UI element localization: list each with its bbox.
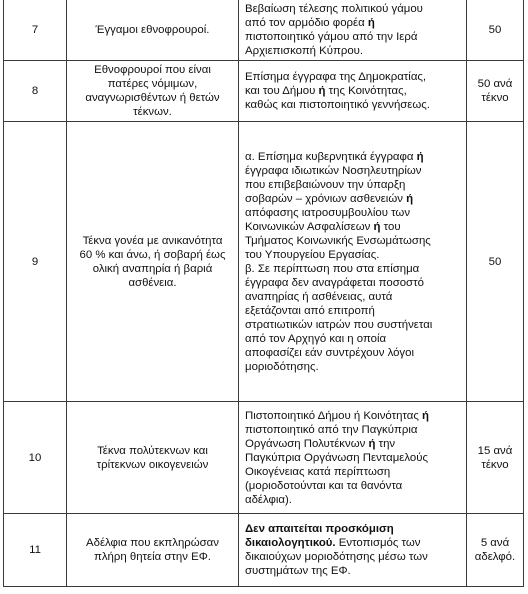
bold-text: ή — [422, 409, 429, 422]
document-line — [245, 360, 462, 374]
document-line — [245, 304, 462, 318]
text-segment: Οικογένειας κατά περίπτωση — [245, 465, 391, 478]
category-line: τέκνων. — [133, 106, 172, 118]
text-segment: απόφασης ιατροσυμβουλίου των — [245, 206, 411, 219]
points-line: 50 — [488, 24, 502, 36]
row-number: 9 — [4, 122, 67, 402]
text-segment: του — [380, 220, 401, 233]
table-body — [4, 0, 524, 587]
document-line — [245, 84, 462, 98]
document-line — [245, 451, 462, 465]
document-line — [245, 550, 462, 564]
table-row — [4, 402, 524, 514]
text-segment: αναπηρίας ή ασθένειας, αυτά — [245, 290, 393, 303]
document-line — [245, 262, 462, 276]
text-segment: α. Επίσημα κυβερνητικά έγγραφα — [245, 150, 417, 163]
table-row — [4, 514, 524, 587]
text-segment: αποφασίζει εάν συντρέχουν λόγοι — [245, 346, 414, 359]
document-line — [245, 479, 462, 493]
text-segment: μοριοδότησης. — [245, 360, 319, 373]
text-segment: συστημάτων της ΕΦ. — [245, 565, 351, 577]
points-line: 15 ανά — [477, 444, 513, 457]
category-cell — [67, 0, 239, 61]
row-number: 8 — [4, 61, 67, 122]
required-documents-cell — [239, 122, 467, 402]
text-segment: του Υπουργείου Εργασίας. — [245, 248, 380, 261]
points-line: 50 ανά — [477, 78, 513, 90]
document-line — [245, 346, 462, 360]
text-segment: Τμήματος Κοινωνικής Ενσωμάτωσης — [245, 234, 431, 247]
document-line — [245, 30, 462, 44]
document-line — [245, 234, 462, 248]
document-line — [245, 290, 462, 304]
text-segment: Βεβαίωση τέλεσης πολιτικού γάμου — [245, 3, 423, 15]
category-line: Εθνοφρουροί που είναι — [94, 64, 211, 76]
text-segment: Παγκύπρια Οργάνωση Πενταμελούς — [245, 451, 428, 464]
bold-text: Δεν απαιτείται προσκόμιση — [245, 523, 394, 535]
bold-text: ή — [406, 192, 414, 205]
category-cell — [67, 61, 239, 122]
category-line: πατέρες νόμιμων, — [107, 78, 198, 90]
document-line — [245, 423, 462, 437]
category-line: αναγνωρισθέντων ή θετών — [85, 92, 220, 104]
bold-text: ή — [367, 17, 375, 29]
document-line — [245, 332, 462, 346]
text-segment: πιστοποιητικό από την Παγκύπρια — [245, 423, 418, 436]
document-line — [245, 276, 462, 290]
points-cell — [467, 514, 524, 587]
category-cell — [67, 122, 239, 402]
bold-text: δικαιολογητικού. — [245, 537, 336, 549]
text-segment: που επιβεβαιώνουν την ύπαρξη — [245, 178, 406, 191]
document-line — [245, 150, 462, 164]
text-segment: (μοριοδοτούνται και τα θανόντα — [245, 479, 403, 492]
text-segment: στρατιωτικών ιατρών που συστήνεται — [245, 318, 433, 331]
category-line: 60 % και άνω, ή σοβαρή έως — [79, 248, 226, 261]
bold-text: ή — [318, 85, 326, 97]
bold-text: ή — [373, 220, 381, 233]
row-number: 11 — [4, 514, 67, 587]
points-line: τέκνο — [481, 92, 509, 104]
table-row — [4, 122, 524, 402]
bold-text: ή — [368, 437, 376, 450]
text-segment: την — [375, 437, 396, 450]
document-line — [245, 465, 462, 479]
text-segment: Οργάνωση Πολυτέκνων — [245, 437, 369, 450]
document-line — [245, 70, 462, 84]
category-line: ολική αναπηρία ή βαριά — [92, 262, 213, 275]
text-segment: αδέλφια). — [245, 493, 292, 506]
text-segment: Αρχιεπισκοπή Κύπρου. — [245, 45, 364, 57]
document-line — [245, 178, 462, 192]
text-segment: έγγραφα ιδιωτικών Νοσηλευτηρίων — [245, 164, 422, 177]
text-segment: Επίσημα έγγραφα της Δημοκρατίας, — [245, 71, 427, 83]
text-segment: έγγραφα δεν αναγράφεται ποσοστό — [245, 276, 424, 289]
document-line — [245, 98, 462, 112]
document-line — [245, 536, 462, 550]
text-segment: εξετάζονται από επιτροπή — [245, 304, 375, 317]
category-cell — [67, 514, 239, 587]
document-line — [245, 192, 462, 206]
text-segment: από τον αρμόδιο φορέα — [245, 17, 368, 29]
points-line: 50 — [488, 255, 502, 268]
document-line — [245, 2, 462, 16]
document-line — [245, 522, 462, 536]
document-line — [245, 493, 462, 507]
required-documents-cell — [239, 514, 467, 587]
text-segment: Κοινωνικών Ασφαλίσεων — [245, 220, 374, 233]
document-line — [245, 248, 462, 262]
category-cell — [67, 402, 239, 514]
text-segment: και του Δήμου — [245, 85, 319, 97]
document-line — [245, 16, 462, 30]
text-segment: Εντοπισμός των — [335, 537, 421, 549]
text-segment: πιστοποιητικό γάμου από την Ιερά — [245, 31, 418, 43]
category-line: ασθένεια. — [128, 276, 177, 289]
points-line: 5 ανά — [480, 537, 510, 549]
text-segment: σοβαρών – χρόνιων ασθενειών — [245, 192, 407, 205]
points-line: αδελφό. — [474, 551, 516, 563]
points-line: τέκνο — [481, 458, 509, 471]
document-line — [245, 44, 462, 58]
category-line: Τέκνα γονέα με ανικανότητα — [82, 234, 223, 247]
document-line — [245, 206, 462, 220]
document-line — [245, 318, 462, 332]
points-cell — [467, 0, 524, 61]
points-cell — [467, 61, 524, 122]
table-row — [4, 61, 524, 122]
text-segment: από τον Αρχηγό και η οποία — [245, 332, 387, 345]
category-line: Αδέλφια που εκπληρώσαν — [86, 537, 219, 549]
text-segment: Πιστοποιητικό Δήμου ή Κοινότητας — [245, 409, 422, 422]
points-cell — [467, 402, 524, 514]
required-documents-cell — [239, 0, 467, 61]
eligibility-points-table — [3, 0, 524, 587]
row-number: 10 — [4, 402, 67, 514]
text-segment: δικαιούχων μοριοδότησης μέσω των — [245, 551, 428, 563]
text-segment: της Κοινότητας, — [325, 85, 407, 97]
text-segment: καθώς και πιστοποιητικό γεννήσεως. — [245, 99, 430, 111]
required-documents-cell — [239, 402, 467, 514]
points-cell — [467, 122, 524, 402]
category-line: τρίτεκνων οικογενειών — [96, 458, 209, 471]
category-line: Έγγαμοι εθνοφρουροί. — [95, 24, 210, 36]
table-row — [4, 0, 524, 61]
bold-text: ή — [416, 150, 424, 163]
category-line: πλήρη θητεία στην ΕΦ. — [94, 551, 211, 563]
text-segment: β. Σε περίπτωση που στα επίσημα — [245, 262, 420, 275]
row-number: 7 — [4, 0, 67, 61]
category-line: Τέκνα πολύτεκνων και — [97, 444, 208, 457]
document-line — [245, 409, 462, 423]
document-line — [245, 564, 462, 578]
document-line — [245, 164, 462, 178]
required-documents-cell — [239, 61, 467, 122]
document-line — [245, 437, 462, 451]
document-line — [245, 220, 462, 234]
